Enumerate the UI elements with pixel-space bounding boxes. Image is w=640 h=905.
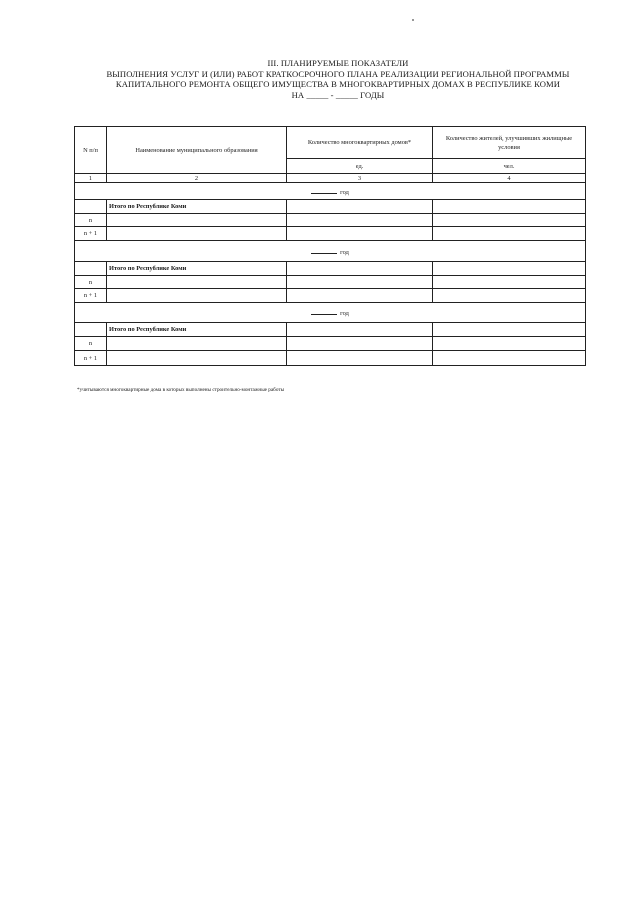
- row-n-label: n: [75, 214, 107, 227]
- year-cell: [75, 241, 586, 262]
- footnote: *учитываются многоквартирные дома в которых выполнены строительно-монтажные работы: [77, 387, 285, 393]
- unit-houses: ед.: [287, 159, 433, 174]
- year-row: [75, 303, 586, 323]
- heading-line-2: ВЫПОЛНЕНИЯ УСЛУГ И (ИЛИ) РАБОТ КРАТКОСРОЧНОГО ПЛАНА РЕАЛИЗАЦИИ РЕГИОНАЛЬНОЙ ПРОГРАММЫ: [106, 68, 570, 79]
- heading-line-1: III. ПЛАНИРУЕМЫЕ ПОКАЗАТЕЛИ: [267, 58, 409, 68]
- total-num-cell: [75, 323, 107, 337]
- total-label: Итого по Республике Коми: [107, 200, 287, 214]
- indicators-table: [74, 126, 586, 366]
- column-number-1: 1: [75, 174, 107, 183]
- column-number-4: 4: [433, 174, 586, 183]
- row-n-plus-1-name: [107, 289, 287, 303]
- row-n-plus-1-residents: [433, 351, 586, 366]
- total-row: [75, 262, 586, 276]
- row-n-plus-1-label: n + 1: [75, 351, 107, 366]
- total-houses-cell: [287, 323, 433, 337]
- year-blank: [311, 308, 337, 315]
- row-n-plus-1-name: [107, 227, 287, 241]
- row-n-plus-1-name: [107, 351, 287, 366]
- year-label: год: [340, 248, 349, 256]
- row-n-label: n: [75, 337, 107, 351]
- column-numbers-row: [75, 174, 586, 183]
- unit-residents: чел.: [433, 159, 586, 174]
- header-houses: Количество многоквартирных домов*: [287, 127, 433, 159]
- row-n-plus-1-houses: [287, 289, 433, 303]
- row-n-residents: [433, 276, 586, 289]
- row-n: [75, 276, 586, 289]
- column-number-3: 3: [287, 174, 433, 183]
- row-n-plus-1-houses: [287, 351, 433, 366]
- row-n-plus-1: [75, 351, 586, 366]
- total-num-cell: [75, 200, 107, 214]
- row-n: [75, 337, 586, 351]
- document-heading: [68, 58, 608, 100]
- header-row: [75, 127, 586, 159]
- total-label: Итого по Республике Коми: [107, 262, 287, 276]
- row-n-plus-1-residents: [433, 227, 586, 241]
- row-n-houses: [287, 276, 433, 289]
- total-residents-cell: [433, 323, 586, 337]
- year-cell: [75, 303, 586, 323]
- scan-speck: [412, 19, 414, 21]
- row-n-label: n: [75, 276, 107, 289]
- header-name: Наименование муниципального образования: [107, 127, 287, 174]
- header-num: N п/п: [75, 127, 107, 174]
- year-blank: [311, 187, 337, 194]
- total-num-cell: [75, 262, 107, 276]
- row-n-plus-1: [75, 227, 586, 241]
- year-blank: [311, 247, 337, 254]
- row-n: [75, 214, 586, 227]
- total-row: [75, 323, 586, 337]
- row-n-plus-1-residents: [433, 289, 586, 303]
- row-n-name: [107, 276, 287, 289]
- total-houses-cell: [287, 262, 433, 276]
- heading-line-4: НА _____ - _____ ГОДЫ: [291, 89, 385, 100]
- header-residents: Количество жителей, улучшивших жилищные условия: [433, 127, 586, 159]
- row-n-houses: [287, 337, 433, 351]
- row-n-residents: [433, 337, 586, 351]
- total-residents-cell: [433, 200, 586, 214]
- total-residents-cell: [433, 262, 586, 276]
- year-row: [75, 241, 586, 262]
- column-number-2: 2: [107, 174, 287, 183]
- row-n-plus-1-houses: [287, 227, 433, 241]
- year-label: год: [340, 310, 349, 317]
- year-cell: [75, 183, 586, 200]
- row-n-name: [107, 337, 287, 351]
- row-n-residents: [433, 214, 586, 227]
- row-n-plus-1-label: n + 1: [75, 227, 107, 241]
- heading-line-3: КАПИТАЛЬНОГО РЕМОНТА ОБЩЕГО ИМУЩЕСТВА В МНОГОКВАРТИРНЫХ ДОМАХ В РЕСПУБЛИКЕ КОМИ: [115, 79, 561, 89]
- year-label: год: [340, 188, 349, 196]
- total-label: Итого по Республике Коми: [107, 323, 287, 337]
- year-row: [75, 183, 586, 200]
- row-n-plus-1: [75, 289, 586, 303]
- total-row: [75, 200, 586, 214]
- row-n-plus-1-label: n + 1: [75, 289, 107, 303]
- total-houses-cell: [287, 200, 433, 214]
- row-n-houses: [287, 214, 433, 227]
- row-n-name: [107, 214, 287, 227]
